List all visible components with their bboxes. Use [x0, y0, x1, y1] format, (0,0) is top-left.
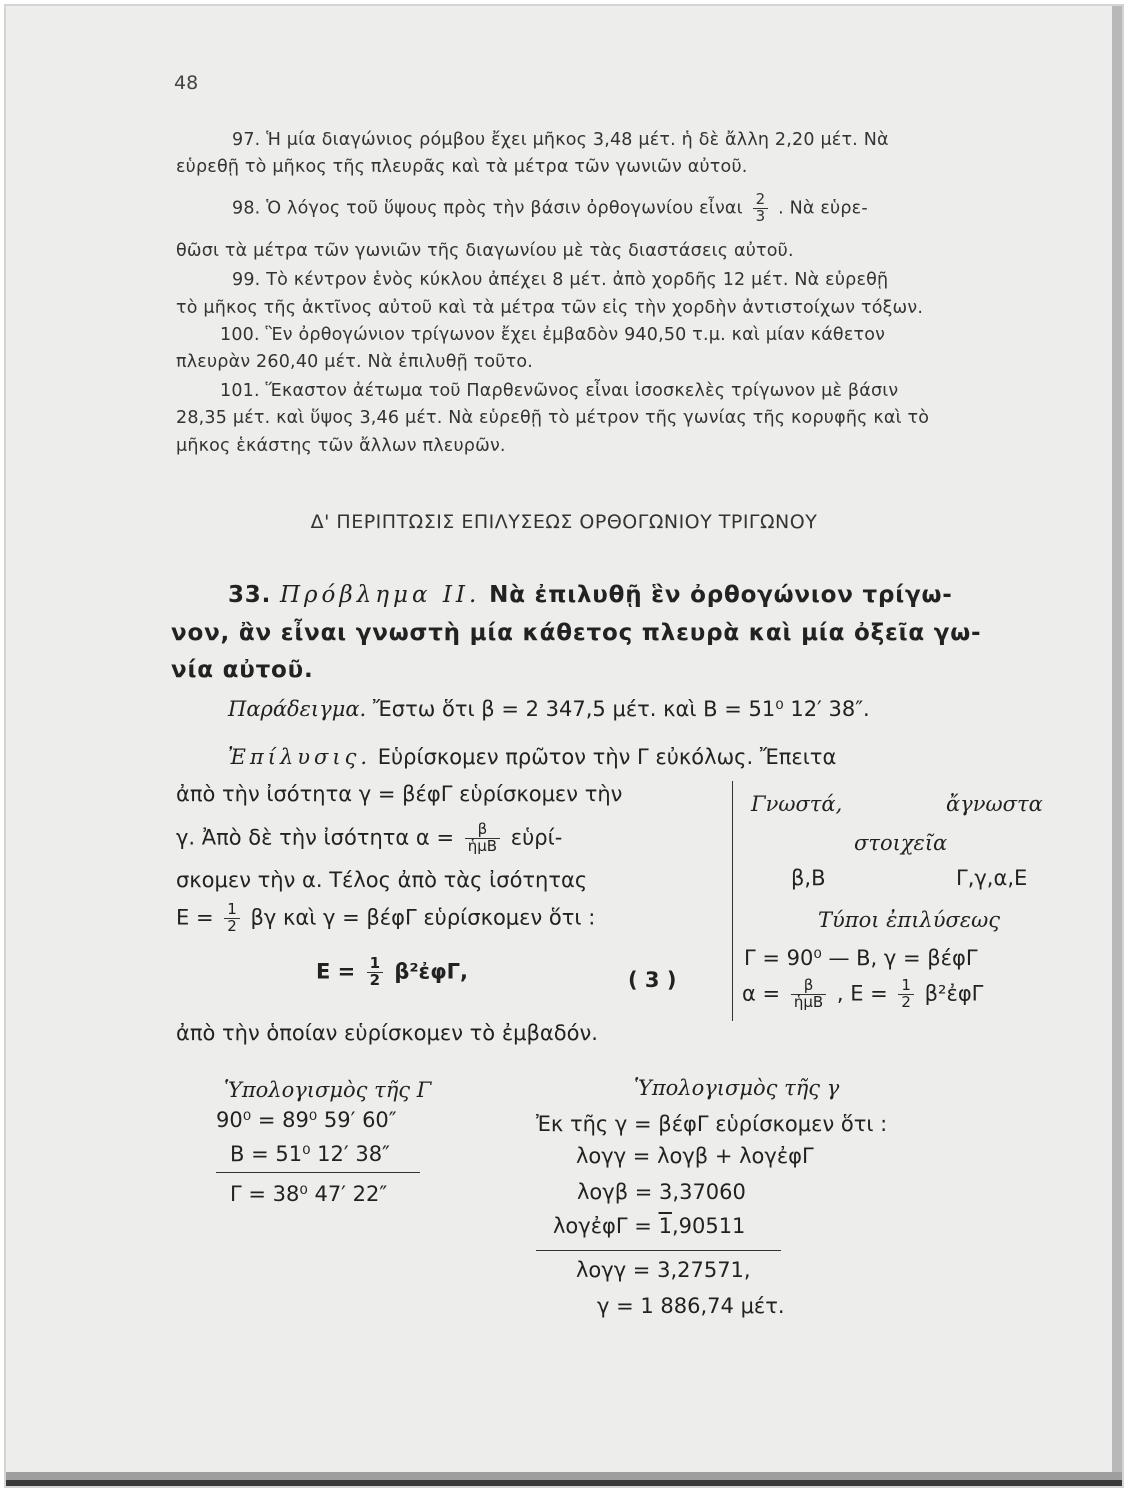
problem-label: Πρόβλημα II. [279, 582, 481, 608]
problem-number: 33. [228, 582, 272, 608]
section-title: Δ' ΠΕΡΙΠΤΩΣΙΣ ΕΠΙΛΥΣΕΩΣ ΟΡΘΟΓΩΝΙΟΥ ΤΡΙΓΩΝΟΥ [310, 511, 818, 533]
exercise-100-line2: πλευρὰν 260,40 μέτ. Νὰ ἐπιλυθῇ τοῦτο. [176, 352, 534, 372]
exercise-text: Ἡ μία διαγώνιος ρόμβου ἔχει μῆκος 3,48 μέτ. ἡ δὲ ἄλλη 2,20 μέτ. Νὰ [266, 130, 889, 150]
exercise-100-line1 [220, 325, 885, 345]
table-formula-1: Γ = 90⁰ — Β, γ = βέφΓ [744, 946, 978, 970]
book-page [6, 6, 1122, 1486]
calc-gamma-row2: Β = 51⁰ 12′ 38″ [230, 1142, 390, 1166]
scanner-shadow [6, 1480, 1122, 1486]
solution-line3 [176, 822, 562, 855]
solution-line2: ἀπὸ τὴν ἰσότητα γ = βέφΓ εὑρίσκομεν τὴν [176, 782, 623, 806]
page-number: 48 [174, 72, 199, 94]
calc-small-gamma-row1: Ἐκ τῆς γ = βέφΓ εὑρίσκομεν ὅτι : [536, 1112, 888, 1136]
solution-label: Ἐπίλυσις. [228, 745, 372, 769]
bar-digit: 1 [658, 1214, 672, 1238]
exercise-number: 101. [220, 381, 260, 401]
area-formula [316, 956, 468, 989]
calc-small-gamma-row3: λογβ = 3,37060 [577, 1180, 746, 1204]
exercise-number: 98. [232, 198, 261, 219]
exercise-99-line2: τὸ μῆκος τῆς ἀκτῖνος αὐτοῦ καὶ τὰ μέτρα τῶν εἰς τὴν χορδὴν ἀντιστοίχων τόξων. [176, 298, 924, 318]
table-divider [732, 781, 733, 1021]
fraction [224, 902, 240, 935]
exercise-101-line2: 28,35 μέτ. καὶ ὕψος 3,46 μέτ. Νὰ εὑρεθῇ τὸ μέτρον τῆς γωνίας τῆς κορυφῆς καὶ τὸ [176, 408, 930, 428]
formula-text: , Ε = [836, 981, 888, 1006]
fraction-denominator: ἡμΒ [467, 836, 498, 855]
problem-33-line2: νον, ἂν εἶναι γνωστὴ μία κάθετος πλευρὰ καὶ μία ὀξεῖα γω- [171, 620, 982, 646]
exercise-number: 100. [220, 325, 260, 345]
exercise-number: 97. [232, 130, 261, 150]
sum-line [216, 1172, 420, 1173]
exercise-101-line3: μῆκος ἑκάστης τῶν ἄλλων πλευρῶν. [176, 436, 506, 456]
unknown-values: Γ,γ,α,Ε [956, 866, 1028, 890]
sum-line [536, 1250, 781, 1251]
fraction-numerator: β [465, 822, 500, 839]
fraction-denominator: 2 [901, 992, 911, 1011]
fraction [753, 192, 769, 225]
exercise-text: Τὸ κέντρον ἑνὸς κύκλου ἀπέχει 8 μέτ. ἀπὸ χορδῆς 12 μέτ. Νὰ εὑρεθῇ [266, 270, 889, 290]
formulas-title: Τύποι ἐπιλύσεως [818, 908, 1000, 932]
known-values: β,Β [791, 866, 826, 890]
exercise-98-line1 [232, 192, 868, 225]
problem-33-line1 [228, 582, 953, 608]
example-line [228, 697, 870, 721]
formula-tag: ( 3 ) [628, 968, 677, 992]
fraction-numerator: 2 [753, 192, 769, 209]
formula-text: ,90511 [671, 1214, 746, 1238]
solution-text: Εὑρίσκομεν πρῶτον τὴν Γ εὐκόλως. Ἔπειτα [377, 745, 837, 769]
exercise-98-line2: θῶσι τὰ μέτρα τῶν γωνιῶν τῆς διαγωνίου μὲ τὰς διαστάσεις αὐτοῦ. [176, 241, 794, 261]
formula-text: λογἐφΓ = [553, 1214, 659, 1238]
fraction-numerator: 1 [898, 978, 914, 995]
fraction-numerator: β [791, 978, 826, 995]
example-label: Παράδειγμα. [228, 697, 367, 721]
exercise-101-line1 [220, 381, 898, 401]
exercise-97-line2: εὑρεθῇ τὸ μῆκος τῆς πλευρᾶς καὶ τὰ μέτρα τῶν γωνιῶν αὐτοῦ. [176, 157, 748, 177]
exercise-text: Ἓν ὀρθογώνιον τρίγωνον ἔχει ἐμβαδὸν 940,50 τ.μ. καὶ μίαν κάθετον [265, 325, 886, 345]
fraction-denominator: 3 [755, 206, 766, 225]
formula-text: β²ἐφΓ, [394, 959, 469, 984]
formula-text: α = [742, 981, 781, 1006]
formula-text: β²ἐφΓ [924, 981, 984, 1006]
problem-33-line3: νία αὐτοῦ. [171, 657, 314, 683]
example-text: Ἔστω ὅτι β = 2 347,5 μέτ. καὶ Β = 51⁰ 12′ 38″. [372, 697, 870, 721]
exercise-text: Ἕκαστον ἀέτωμα τοῦ Παρθενῶνος εἶναι ἰσοσκελὲς τρίγωνον μὲ βάσιν [265, 381, 899, 401]
table-formula-2 [742, 978, 983, 1011]
fraction-numerator: 1 [224, 902, 240, 919]
exercise-number: 99. [232, 270, 261, 290]
calc-gamma-row3: Γ = 38⁰ 47′ 22″ [230, 1182, 388, 1206]
solution-line6: ἀπὸ τὴν ὁποίαν εὑρίσκομεν τὸ ἐμβαδόν. [176, 1021, 598, 1045]
solution-line5 [176, 902, 595, 935]
problem-text: Νὰ ἐπιλυθῇ ἓν ὀρθογώνιον τρίγω- [489, 582, 953, 608]
fraction-denominator: 2 [369, 970, 381, 989]
exercise-text: Ὁ λόγος τοῦ ὕψους πρὸς τὴν βάσιν ὀρθογωνίου εἶναι [266, 198, 743, 219]
solution-line4: σκομεν τὴν α. Τέλος ἀπὸ τὰς ἰσότητας [176, 868, 588, 892]
unknown-header: ἄγνωστα [946, 792, 1043, 816]
fraction-denominator: 2 [227, 916, 237, 935]
solution-text: εὑρί- [510, 825, 563, 850]
known-header: Γνωστά, [751, 792, 843, 816]
solution-text: γ. Ἀπὸ δὲ τὴν ἰσότητα α = [176, 825, 455, 850]
solution-text: βγ καὶ γ = βέφΓ εὑρίσκομεν ὅτι : [250, 905, 596, 930]
fraction [791, 978, 826, 1011]
fraction [367, 956, 383, 989]
calc-gamma-title: Ὑπολογισμὸς τῆς Γ [224, 1078, 432, 1102]
exercise-97-line1 [232, 130, 889, 150]
solution-line1 [228, 745, 836, 769]
fraction-numerator: 1 [367, 956, 383, 973]
calc-small-gamma-row4 [553, 1214, 745, 1238]
exercise-text: . Νὰ εὑρε- [778, 198, 868, 219]
fraction-denominator: ἡμΒ [793, 992, 824, 1011]
elements-header: στοιχεῖα [854, 831, 948, 855]
calc-gamma-row1: 90⁰ = 89⁰ 59′ 60″ [216, 1108, 397, 1132]
fraction [465, 822, 500, 855]
calc-small-gamma-row5: λογγ = 3,27571, [576, 1258, 751, 1282]
solution-text: Ε = [176, 905, 214, 930]
exercise-99-line1 [232, 270, 888, 290]
page-edge-right [1112, 6, 1122, 1486]
calc-small-gamma-title: Ὑπολογισμὸς τῆς γ [634, 1076, 840, 1100]
fraction [898, 978, 914, 1011]
calc-small-gamma-row6: γ = 1 886,74 μέτ. [597, 1294, 785, 1318]
calc-small-gamma-row2: λογγ = λογβ + λογἐφΓ [576, 1144, 814, 1168]
formula-text: Ε = [316, 959, 356, 984]
